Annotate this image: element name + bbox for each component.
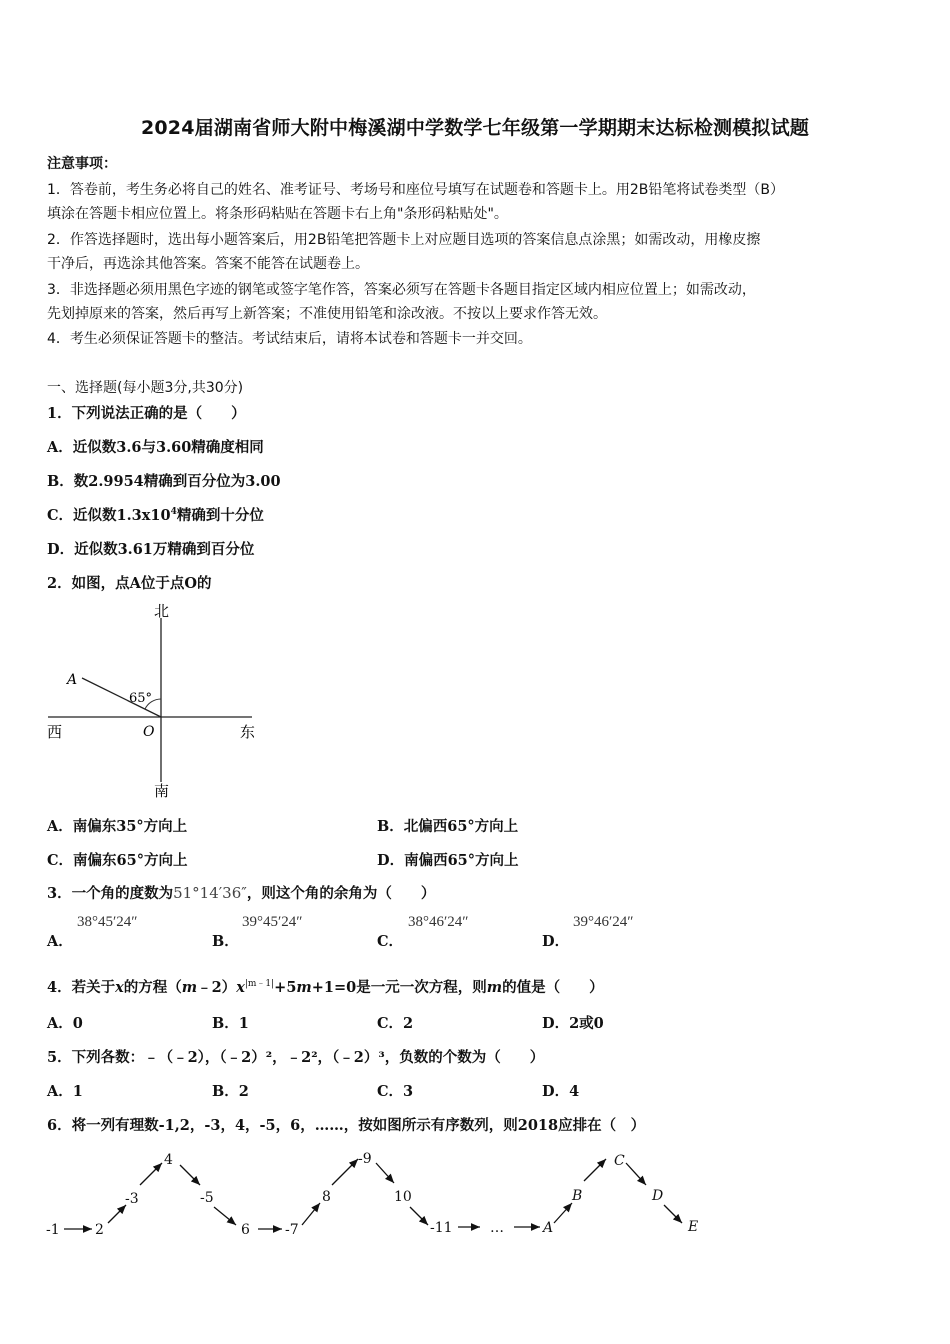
seq-node: -3	[125, 1191, 139, 1207]
question-3-option-c-value: 38°46′24″	[408, 914, 469, 930]
seq-node: -5	[200, 1190, 214, 1206]
question-5-option-b: B．2	[212, 1083, 249, 1100]
question-1-option-a: A．近似数3.6与3.60精确度相同	[47, 439, 264, 456]
question-6-stem: 6．将一列有理数-1,2，-3，4，-5，6，……，按如图所示有序数列，则2018应排在（ ）	[47, 1117, 646, 1134]
question-4-stem	[47, 976, 604, 997]
question-2-option-c: C．南偏东65°方向上	[47, 852, 188, 869]
question-5-stem: 5．下列各数：﹣（﹣2），（﹣2）²，﹣2²，（﹣2）³，负数的个数为（ ）	[47, 1049, 545, 1066]
option-c-text: C．近似数1.3x10	[47, 507, 171, 524]
question-3-option-d-label: D．	[542, 933, 570, 950]
notice-line: 4．考生必须保证答题卡的整洁。考试结束后，请将本试卷和答题卡一并交回。	[47, 331, 532, 347]
sequence-figure	[40, 1145, 720, 1255]
sequence-arrows	[64, 1159, 682, 1229]
seq-node: …	[490, 1220, 504, 1236]
question-5-option-d: D．4	[542, 1083, 580, 1100]
question-1-option-b: B．数2.9954精确到百分位为3.00	[47, 473, 281, 490]
seq-node-a: A	[543, 1220, 554, 1236]
seq-node: 4	[164, 1152, 173, 1168]
seq-node-c: C	[614, 1153, 625, 1169]
var-m: m	[486, 979, 503, 996]
var-x: x	[115, 979, 124, 996]
question-2-stem: 2．如图，点A位于点O的	[47, 575, 212, 592]
stem-text: 的方程（	[123, 979, 182, 996]
var-m: m	[181, 979, 198, 996]
question-4-option-a: A．0	[47, 1015, 83, 1032]
section-heading: 一、选择题(每小题3分,共30分)	[47, 380, 244, 396]
seq-node-d: D	[652, 1188, 664, 1204]
page-title: 2024届湖南省师大附中梅溪湖中学数学七年级第一学期期末达标检测模拟试题	[140, 117, 810, 139]
seq-node: 8	[322, 1189, 331, 1205]
stem-text: +1=0是一元一次方程，则	[311, 979, 487, 996]
question-3-option-c-label: C．	[377, 933, 404, 950]
seq-node: 2	[95, 1222, 104, 1238]
stem-text: 3．一个角的度数为	[47, 885, 174, 902]
question-5-option-a: A．1	[47, 1083, 83, 1100]
var-x: x	[236, 979, 245, 996]
stem-text: ﹣2）	[197, 979, 237, 996]
question-3-option-a-value: 38°45′24″	[77, 914, 138, 930]
stem-text: 4．若关于	[47, 979, 116, 996]
notice-line: 3．非选择题必须用黑色字迹的钢笔或签字笔作答，答案必须写在答题卡各题目指定区域内相应位置上；如需改动，	[47, 282, 756, 298]
notice-heading: 注意事项：	[47, 156, 117, 172]
option-c-text-tail: 精确到十分位	[176, 507, 264, 524]
seq-node: -7	[285, 1222, 299, 1238]
point-o-label: O	[143, 724, 155, 740]
seq-node: -1	[46, 1222, 60, 1238]
question-3-stem	[47, 882, 435, 903]
question-2-option-a: A．南偏东35°方向上	[47, 818, 188, 835]
seq-node: 10	[394, 1189, 412, 1205]
question-4-option-c: C．2	[377, 1015, 414, 1032]
option-c-exponent: 4	[170, 507, 177, 518]
question-3-option-b-label: B．	[212, 933, 239, 950]
seq-node-b: B	[572, 1188, 583, 1204]
exponent: |m﹣1|	[244, 979, 275, 990]
notice-line: 1．答卷前，考生务必将自己的姓名、准考证号、考场号和座位号填写在试题卷和答题卡上。用2B铅笔将试卷类型（B）	[47, 182, 785, 198]
point-a-label: A	[67, 672, 78, 688]
notice-line: 先划掉原来的答案，然后再写上新答案；不准使用铅笔和涂改液。不按以上要求作答无效。	[47, 306, 607, 322]
compass-figure	[40, 598, 280, 800]
question-2-option-d: D．南偏西65°方向上	[377, 852, 519, 869]
question-3-option-a-label: A．	[47, 933, 73, 950]
var-m: m	[296, 979, 312, 996]
stem-text-tail: 的值是（ ）	[502, 979, 604, 996]
angle-label: 65°	[129, 691, 153, 706]
seq-node-e: E	[688, 1219, 699, 1235]
question-2-option-b: B．北偏西65°方向上	[377, 818, 519, 835]
question-4-option-d: D．2或0	[542, 1015, 604, 1032]
notice-line: 2．作答选择题时，选出每小题答案后，用2B铅笔把答题卡上对应题目选项的答案信息点涂黑；如需改动，用橡皮擦	[47, 232, 761, 248]
south-label: 南	[154, 782, 170, 800]
seq-node: -9	[358, 1151, 372, 1167]
question-1-option-c	[47, 504, 264, 525]
notice-line: 填涂在答题卡相应位置上。将条形码粘贴在答题卡右上角"条形码粘贴处"。	[47, 206, 508, 222]
notice-line: 干净后，再选涂其他答案。答案不能答在试题卷上。	[47, 256, 369, 272]
question-1-option-d: D．近似数3.61万精确到百分位	[47, 541, 255, 558]
west-label: 西	[47, 723, 63, 741]
question-1-stem: 1．下列说法正确的是（ ）	[47, 405, 246, 422]
question-4-option-b: B．1	[212, 1015, 249, 1032]
north-label: 北	[154, 602, 170, 620]
stem-text-tail: ，则这个角的余角为（ ）	[246, 885, 436, 902]
stem-text: +5	[274, 979, 297, 996]
question-3-option-b-value: 39°45′24″	[242, 914, 303, 930]
east-label: 东	[240, 723, 256, 741]
stem-angle: 51°14′36″	[173, 884, 247, 902]
seq-node: 6	[241, 1222, 250, 1238]
question-3-option-d-value: 39°46′24″	[573, 914, 634, 930]
question-5-option-c: C．3	[377, 1083, 414, 1100]
seq-node: -11	[430, 1220, 453, 1236]
